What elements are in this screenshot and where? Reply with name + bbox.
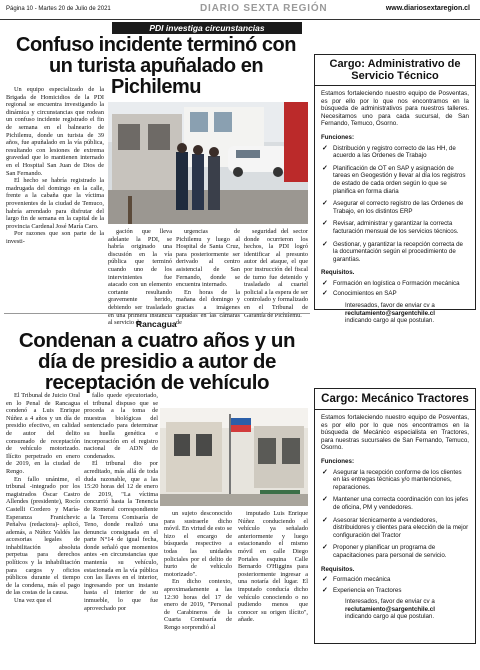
article2-paragraph: En dicho contexto, aproximadamente a las 12:30 horas del 17 de enero de 2019, "Personal de Carabineros de la Cuarta Comisaría de Rengo sorprendió al xyxy=(164,578,232,631)
ad-functions-title: Funciones: xyxy=(321,133,355,141)
article2-paragraph: un sujeto desconocido para sustraerle dicho móvil. En virtud de esto se hizo el encargo de búsqueda respectivo a todas las unidades policiales por el delito de hurto de vehículo motorizado". xyxy=(164,510,232,578)
ad-functions-list xyxy=(315,469,475,560)
article2-paragraph: Una vez que el xyxy=(14,597,52,605)
article2-photo xyxy=(160,408,308,506)
article1-paragraph: El hecho se habría registrado la madrugada del domingo en la calle, frente a la cabaña que la víctima provenientes de la ciudad de Temuco, habría arrendado para disfrutar del largo fin de semana en la capital de la provincia Cardenal José María Caro. xyxy=(6,177,104,230)
article1-paragraph: Un equipo especializado de la Brigada de Homicidios de la PDI regional se encuentra investigando la dinámica y circunstancias que rodean un confuso incidente registrado el fin de semana en el balneario de Pichilemu, donde un turista de 39 años, fue apuñalado en la vía pública, resultando con lesiones de extrema gravedad que lo mantienen internado en el Hospital San Juan de Dios de San Fernando. xyxy=(6,86,104,177)
ad-functions-title: Funciones: xyxy=(321,457,355,465)
checkmark-icon: ✓ xyxy=(322,290,328,298)
checkmark-icon: ✓ xyxy=(322,586,328,594)
ad-title-rule xyxy=(315,85,475,86)
article1-paragraph: En horas de la mañana del domingo y gracias a imágenes captadas en las cámaras de xyxy=(176,288,240,327)
checkmark-icon: ✓ xyxy=(322,240,328,248)
checkmark-icon: ✓ xyxy=(322,576,328,584)
checkmark-icon: ✓ xyxy=(322,164,328,172)
ad-title-rule xyxy=(315,409,475,410)
ad-contact: Interesados, favor de enviar cv a reclutamiento@sargentchile.cl indicando cargo al que postulan. xyxy=(345,302,435,325)
list-item: ✓ Asegurar la recepción conforme de los clientes en las entregas técnicas y/o mantenciones, reparaciones. xyxy=(322,468,462,491)
checkmark-icon: ✓ xyxy=(322,279,328,287)
list-item: ✓ Formación en logística o Formación mecánica xyxy=(322,279,460,287)
ad-requisites-list xyxy=(315,576,475,594)
checkmark-icon: ✓ xyxy=(322,200,328,208)
article1-kicker: PDI investiga circunstancias xyxy=(112,22,302,34)
article1-column-2 xyxy=(108,228,172,327)
ad-intro: Estamos fortaleciendo nuestro equipo de Posventas, es por ello por lo que nos encontramos en la búsqueda de administrativos para nuestros talleres. Necesitamos uno para cada sucursal, de San Fernando, Temuco, Osorno. xyxy=(321,90,469,128)
list-item: ✓ Asesorar técnicamente a vendedores, distribuidores y clientes para elección de la mejor configuración del Tractor xyxy=(322,516,469,539)
list-item: ✓ Gestionar, y garantizar la recepción correcta de la documentación según el procedimiento de garantías. xyxy=(322,240,464,263)
newspaper-name: DIARIO SEXTA REGIÓN xyxy=(200,3,328,14)
article1-paragraph: urgencias de Pichilemu y luego al Hospital de Santa Cruz, para posteriormente ser derivado al centro asistencial de San Fernando, donde se encuentra internado. xyxy=(176,228,240,289)
article1-paragraph: Por razones que son parte de la investi- xyxy=(6,230,104,245)
contact-email[interactable]: reclutamiento@sargentchile.cl xyxy=(345,605,435,613)
list-item: ✓ Proponer y planificar un programa de capacitaciones para personal de servicio. xyxy=(322,544,447,559)
list-item: ✓ Revisar, administrar y garantizar la correcta facturación mensual de los servicios técnicos. xyxy=(322,220,459,235)
checkmark-icon: ✓ xyxy=(322,220,328,228)
ad-title: Cargo: Administrativo de Servicio Técnico xyxy=(329,58,461,82)
article1-headline: Confuso incidente terminó con un turista apuñalado en Pichilemu xyxy=(16,34,296,98)
article1-photo xyxy=(108,102,308,224)
list-item: ✓ Distribución y registro correcto de las HH, de acuerdo a las Ordenes de Trabajo xyxy=(322,144,456,160)
checkmark-icon: ✓ xyxy=(322,516,328,524)
list-item: ✓ Formación mecánica xyxy=(322,576,391,584)
checkmark-icon: ✓ xyxy=(322,144,328,152)
article2-headline: Condenan a cuatro años y un día de presidio a autor de receptación de vehículo xyxy=(18,329,296,394)
list-item: ✓ Conocimientos en SAP xyxy=(322,290,397,298)
article2-paragraph: El tribunal dio por acreditado, más allá de toda duda razonable, que a las 15:20 horas del 12 de enero de 2019, "La víctima concurrió hasta la Tenencia de Romeral correspondiente a la Tercera Comisaría de Teno, donde realizó una denuncia consignada en el parte N°14 de igual fecha, donde señaló que momentos antes -en circunstancias que mantenía su vehículo, estacionada en la vía pública con las llaves en el interior, ingresando por un instante hasta el interior de su inmueble, lo que fue aprovechado por xyxy=(84,460,158,612)
article1-column-4 xyxy=(244,228,308,319)
article2-paragraph: En fallo unánime, el tribunal -integrado por los magistrados Óscar Castro Allendes (presidente), Rocío Castelli Cordero y María-Esperanza Franichevic Peñalva (redactora)- aplicó, además, a Núñez Valdés las accesorias legales de inhabilitación absoluta perpetua para derechos políticos y la inhabilitación para cargos y oficios públicos durante el tiempo de la condena, más el pago de las costas de la causa. xyxy=(6,475,80,597)
article2-paragraph: imputado Luis Enrique Núñez conduciendo el vehículo ya señalado anteriormente y luego estacionando el mismo móvil en calle Diego Portales esquina Calle Bernardo O'Higgins para posteriormente ingresar a una notaría del lugar. El imputado conducía dicho vehículo conociendo o no pudiendo menos que conocer su origen ilícito", añade. xyxy=(238,510,308,624)
article2-paragraph: fallo quede ejecutoriado, el tribunal dispuso que se proceda a la toma de muestras biológicas del sentenciado para determinar su huella genética e incorporación en el registro nacional de ADN de condenados. xyxy=(84,392,158,460)
ad-intro: Estamos fortaleciendo nuestro equipo de Posventas, es por ello por lo que nos encontramos en la búsqueda de Mecánico especialista en Tractores, para nuestras sucursales de San Fernando, Temuco, Osorno. xyxy=(321,414,469,452)
article2-column-3 xyxy=(164,510,232,632)
checkmark-icon: ✓ xyxy=(322,496,328,504)
page-header xyxy=(0,0,480,20)
article1-column-1 xyxy=(6,86,104,245)
article2-paragraph: El Tribunal de Juicio Oral en lo Penal de Rancagua condenó a Luis Enrique Núñez a 4 años y un día de presidio efectivo, en calidad de autor del delito consumado de receptación de vehículo motorizado. Ilícito perpetrado en enero de 2019, en la ciudad de Rengo. xyxy=(6,392,80,475)
police-scene-image xyxy=(108,102,308,224)
page-number-date: Página 10 - Martes 20 de Julio de 2021 xyxy=(6,6,111,12)
list-item: ✓ Mantener una correcta coordinación con los jefes de oficina, PM y vendedores. xyxy=(322,496,469,511)
article2-column-1 xyxy=(6,392,80,605)
ad-requisites-title: Requisitos. xyxy=(321,565,355,573)
article2-kicker: Rancagua xyxy=(136,319,177,329)
article1-paragraph: seguridad del sector donde ocurrieron los hechos, la PDI logró identificar al presunto autor del ataque, el que por instrucción del fiscal de turno fue detenido y trasladado al cuartel policial a la espera de ser controlado y formalizado en el Tribunal de Garantía de Pichilemu. xyxy=(244,228,308,319)
job-ad-administrativo xyxy=(314,54,476,325)
contact-email[interactable]: reclutamiento@sargentchile.cl xyxy=(345,309,435,317)
section-divider xyxy=(4,313,310,314)
article1-column-3 xyxy=(176,228,240,327)
police-station-image xyxy=(160,408,308,506)
article2-column-4 xyxy=(238,510,308,624)
list-item: ✓ Experiencia en Tractores xyxy=(322,586,402,594)
checkmark-icon: ✓ xyxy=(322,544,328,552)
ad-functions-list xyxy=(315,145,475,264)
job-ad-mecanico xyxy=(314,388,476,644)
article2-column-2 xyxy=(84,392,158,612)
website-url[interactable]: www.diariosextaregion.cl xyxy=(385,5,470,12)
ad-requisites-list xyxy=(315,280,475,298)
list-item: ✓ Asegurar el correcto registro de las Ordenes de Trabajo, en los distintos ERP xyxy=(322,200,464,215)
article1-paragraph: gación que lleva adelante la PDI, se habría originado una discusión en la vía pública que terminó cuando uno de los intervinientes fue atacado con un elemento cortante resultando gravemente herido, debiendo ser trasladado en una primera instancia al servicio de xyxy=(108,228,172,327)
ad-title: Cargo: Mecánico Tractores xyxy=(321,393,469,405)
ad-contact: Interesados, favor de enviar cv a reclutamiento@sargentchile.cl indicando cargo al que postulan. xyxy=(345,598,435,621)
list-item: ✓ Planificación de OT en SAP y asignación de tareas en Geogestión y llevar al día los registros de estado de cada orden según lo que se planifica en forma diaria xyxy=(322,164,466,195)
ad-requisites-title: Requisitos. xyxy=(321,269,355,277)
checkmark-icon: ✓ xyxy=(322,468,328,476)
